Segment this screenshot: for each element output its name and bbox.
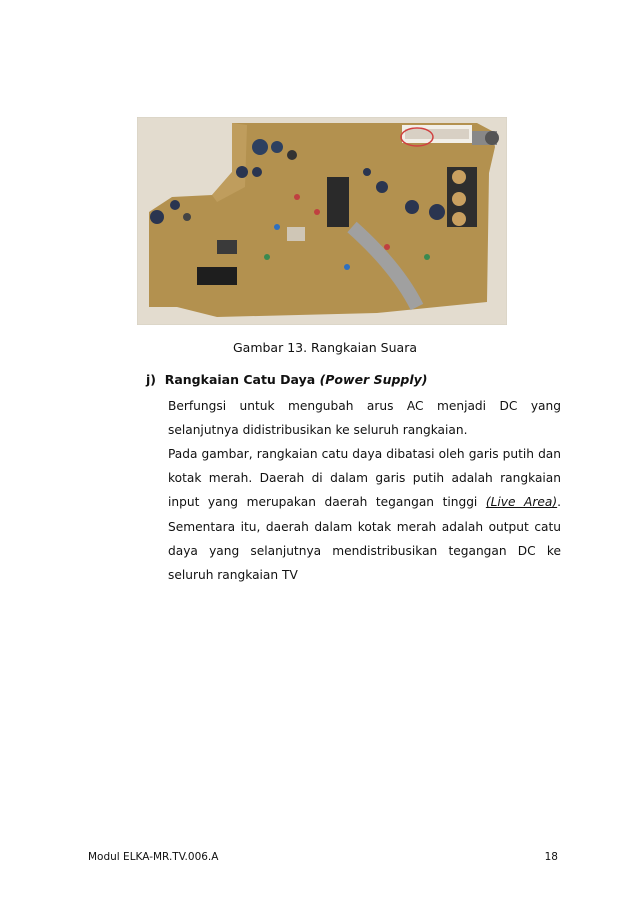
paragraph-description [168, 442, 561, 587]
section-heading [146, 372, 428, 387]
section-title-italic: (Power Supply) [319, 372, 428, 387]
section-title: Rangkaian Catu Daya [164, 372, 316, 387]
paragraph-function: Berfungsi untuk mengubah arus AC menjadi DC yang selanjutnya didistribusikan ke seluruh rangkaian. [168, 399, 561, 438]
circuit-board-photo [137, 117, 507, 325]
figure-caption: Gambar 13. Rangkaian Suara [232, 340, 418, 355]
page-number: 18 [544, 851, 558, 863]
live-area-term: (Live Area) [485, 495, 558, 510]
footer-module-code: Modul ELKA-MR.TV.006.A [88, 851, 219, 863]
paragraph-text-part1: Pada gambar, rangkaian catu daya dibatasi oleh garis putih dan kotak merah. Daerah di dalam garis putih adalah rangkaian input yang merupakan daerah tegangan tinggi [168, 447, 561, 510]
paragraph-text-part2: . Sementara itu, daerah dalam kotak merah adalah output catu daya yang selanjutnya mendistribusikan tegangan DC ke seluruh rangkaian TV [168, 495, 562, 583]
section-marker: j) [146, 372, 156, 387]
